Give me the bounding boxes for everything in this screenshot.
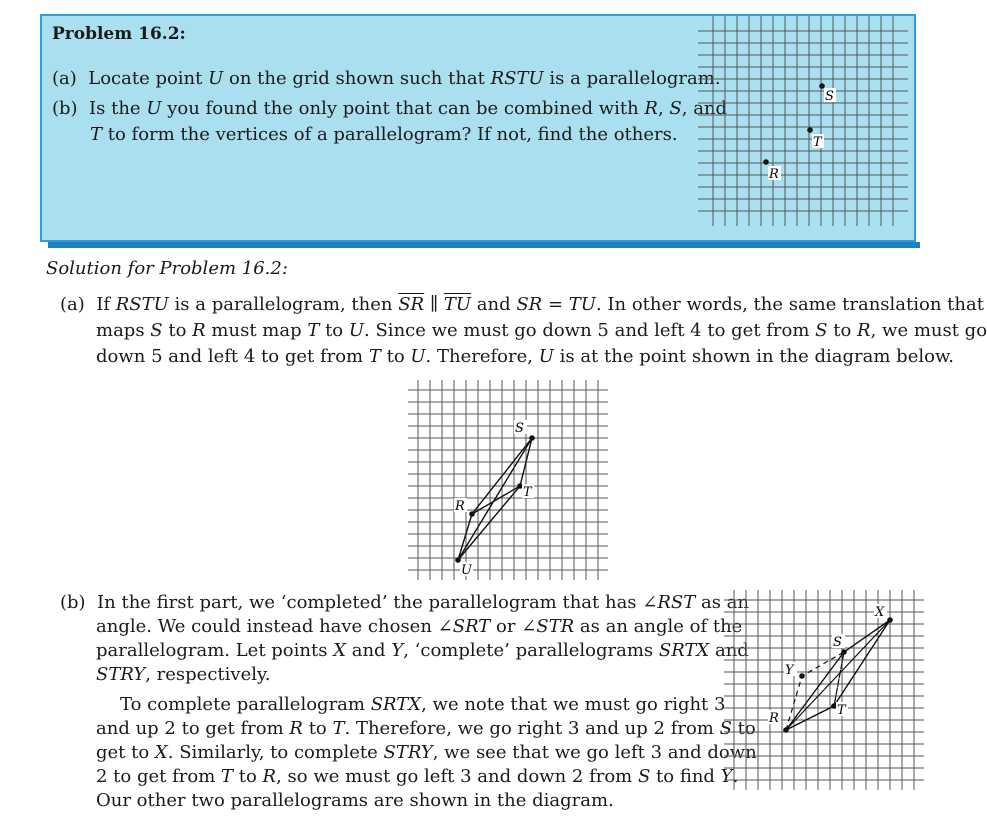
text: or	[490, 616, 522, 637]
text: . Therefore,	[425, 346, 539, 367]
label-X: X	[875, 605, 885, 620]
var: T	[332, 718, 345, 739]
solution-a-line1	[60, 292, 984, 318]
text: maps	[96, 320, 151, 341]
segment-SR: $\overline{SR}$	[398, 294, 425, 315]
text: and up 2 to get from	[96, 718, 290, 739]
point-R	[469, 511, 475, 517]
solution-b-line1	[60, 590, 749, 616]
text: . Therefore, we go right 3 and up 2 from	[344, 718, 720, 739]
solution-b-para2-line3	[96, 740, 757, 766]
text: must map	[205, 320, 308, 341]
var: S	[719, 718, 732, 739]
problem-title: Problem 16.2:	[52, 24, 186, 44]
text: to	[233, 766, 263, 787]
point-R	[763, 159, 769, 165]
text: If	[96, 294, 116, 315]
solution-grid-a-figure	[408, 380, 608, 580]
text: and	[346, 640, 392, 661]
var: U	[208, 68, 224, 89]
solution-b-para2-line5	[96, 788, 614, 814]
problem-grid-figure	[698, 16, 908, 226]
point-T	[517, 483, 523, 489]
var: S	[669, 98, 682, 119]
problem-part-b-line1	[52, 96, 727, 122]
text: =	[542, 294, 569, 315]
label-U: U	[461, 563, 472, 578]
grid-lines	[408, 380, 608, 580]
segment-TU: $\overline{TU}$	[443, 294, 472, 315]
solution-b-line3	[96, 638, 749, 664]
text: . Similarly, to complete	[167, 742, 384, 763]
var: R	[857, 320, 871, 341]
text: get to	[96, 742, 155, 763]
var: SRTX	[370, 694, 422, 715]
solution-heading: Solution for Problem 16.2:	[46, 258, 288, 279]
var: T	[90, 124, 103, 145]
label-S: S	[825, 89, 834, 104]
text: To complete parallelogram	[120, 694, 371, 715]
point-S	[819, 83, 825, 89]
solution-b-line4	[96, 662, 270, 688]
var: SR	[516, 294, 543, 315]
solution-b-line2	[96, 614, 742, 640]
text: to	[380, 346, 411, 367]
point-T	[831, 703, 837, 709]
var: X	[154, 742, 168, 763]
var: U	[538, 346, 554, 367]
var: RSTU	[115, 294, 169, 315]
text: to	[162, 320, 193, 341]
text: on the grid shown such that	[223, 68, 491, 89]
text: Locate point	[88, 68, 209, 89]
point-R	[783, 727, 789, 733]
solution-grid-b-figure	[724, 590, 924, 790]
text: to	[319, 320, 349, 341]
solution-b-para2-line1	[120, 692, 725, 718]
var: U	[146, 98, 162, 119]
label-T: T	[813, 135, 822, 150]
var: T	[368, 346, 381, 367]
var: S	[815, 320, 828, 341]
var: ∠RST	[642, 592, 696, 613]
point-S	[529, 435, 535, 441]
text: down 5 and left 4 to get from	[96, 346, 369, 367]
text: , ‘complete’ parallelograms	[403, 640, 659, 661]
var: Y	[720, 766, 733, 787]
text: , we see that we go left 3 and down	[432, 742, 757, 763]
marker: (a)	[60, 294, 85, 315]
problem-part-b-line2	[90, 122, 678, 148]
text: and	[471, 294, 517, 315]
text: to form the vertices of a parallelogram? If not, find the others.	[102, 124, 678, 145]
point-S	[841, 649, 847, 655]
text: 2 to get from	[96, 766, 221, 787]
text: , we must go	[870, 320, 987, 341]
label-T: T	[837, 703, 846, 718]
text: and	[709, 640, 749, 661]
var: S	[637, 766, 651, 787]
label-Y: Y	[785, 663, 794, 678]
text: is a parallelogram.	[543, 68, 721, 89]
text: is a parallelogram, then	[168, 294, 399, 315]
segment-TU	[458, 486, 520, 560]
text: ∥	[424, 294, 444, 315]
label-S: S	[515, 421, 524, 436]
text: .	[732, 766, 739, 787]
var: T	[221, 766, 234, 787]
text: ,	[657, 98, 670, 119]
var: R	[289, 718, 303, 739]
var: ∠STR	[521, 616, 575, 637]
grid-lines	[698, 16, 908, 226]
label-S: S	[833, 635, 842, 650]
label-R: R	[769, 711, 779, 726]
var: Y	[391, 640, 404, 661]
point-X	[887, 617, 893, 623]
var: STRY	[383, 742, 433, 763]
point-T	[807, 127, 813, 133]
var: STRY	[96, 664, 146, 685]
var: R	[192, 320, 206, 341]
solution-a-line2	[96, 318, 987, 344]
text: parallelogram. Let points	[96, 640, 334, 661]
var: TU	[568, 294, 596, 315]
text: to	[302, 718, 333, 739]
var: R	[644, 98, 658, 119]
var: SRTX	[658, 640, 710, 661]
var: T	[307, 320, 320, 341]
label-T: T	[523, 485, 532, 500]
text: Our other two parallelograms are shown in the diagram.	[96, 790, 614, 811]
text: . In other words, the same translation that	[595, 294, 984, 315]
text: as an	[695, 592, 749, 613]
var: RSTU	[490, 68, 544, 89]
label-R: R	[769, 167, 779, 182]
text: Is the	[89, 98, 147, 119]
solution-b-para2-line4	[96, 764, 738, 790]
text: In the first part, we ‘completed’ the parallelogram that has	[97, 592, 643, 613]
text: is at the point shown in the diagram below.	[553, 346, 954, 367]
solution-b-para2-line2	[96, 716, 756, 742]
marker: (b)	[60, 592, 86, 613]
var: U	[348, 320, 365, 341]
marker: (b)	[52, 98, 78, 119]
point-U	[455, 557, 461, 563]
text: as an angle of the	[574, 616, 743, 637]
var: U	[410, 346, 426, 367]
text: . Since we must go down 5 and left 4 to get from	[364, 320, 816, 341]
text: , and	[681, 98, 728, 119]
point-Y	[799, 673, 805, 679]
var: R	[262, 766, 277, 787]
text: you found the only point that can be combined with	[161, 98, 645, 119]
text: to	[827, 320, 858, 341]
var: X	[333, 640, 347, 661]
problem-part-a	[52, 66, 721, 92]
var: S	[150, 320, 163, 341]
parallelogram-RSTU	[458, 438, 532, 560]
text: , we note that we must go right 3	[421, 694, 726, 715]
text: , respectively.	[145, 664, 271, 685]
text: to	[731, 718, 756, 739]
var: ∠SRT	[437, 616, 491, 637]
text: angle. We could instead have chosen	[96, 616, 438, 637]
text: , so we must go left 3 and down 2 from	[276, 766, 638, 787]
text: to find	[650, 766, 721, 787]
marker: (a)	[52, 68, 77, 89]
label-R: R	[455, 499, 465, 514]
solution-a-line3	[96, 344, 954, 370]
